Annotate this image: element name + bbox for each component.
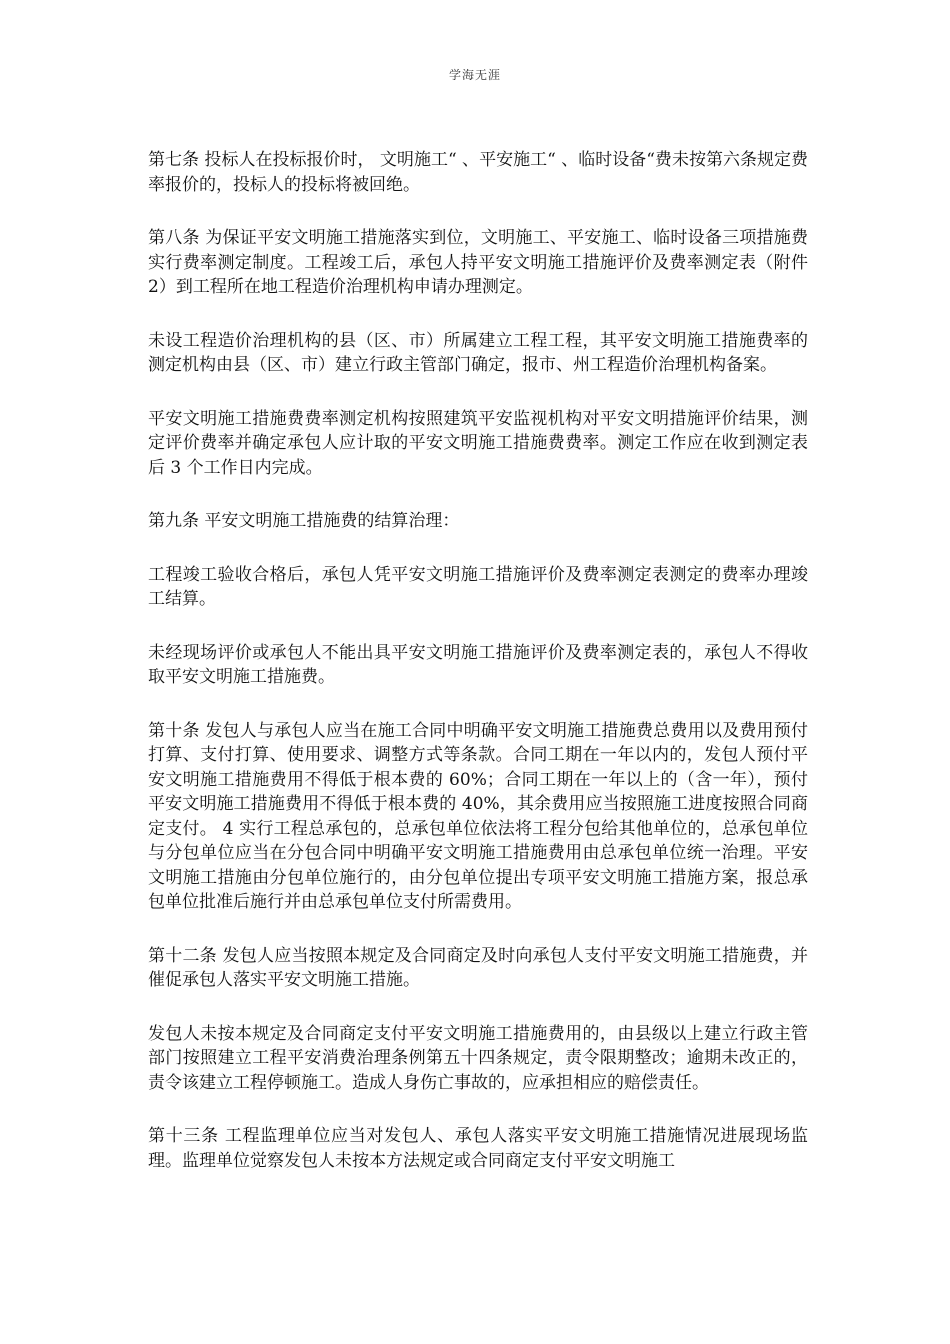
article-12-penalty-paragraph: 发包人未按本规定及合同商定支付平安文明施工措施费用的，由县级以上建立行政主管部门按照建立工程平安消费治理条例第五十四条规定，责令限期整改；逾期未改正的，责令该建立工程停顿施工。造成人身伤亡事故的，应承担相应的赔偿责任。	[148, 1023, 808, 1093]
article-8-rate-paragraph: 平安文明施工措施费费率测定机构按照建筑平安监视机构对平安文明措施评价结果，测定评价费率并确定承包人应计取的平安文明施工措施费费率。测定工作应在收到测定表后 3 个工作日内完成。	[148, 408, 808, 478]
article-8-paragraph: 第八条 为保证平安文明施工措施落实到位，文明施工、平安施工、临时设备三项措施费实行费率测定制度。工程竣工后，承包人持平安文明施工措施评价及费率测定表（附件 2）到工程所在地工程造价治理机构申请办理测定。	[148, 228, 808, 297]
page-header: 学海无涯	[448, 68, 501, 82]
document-body	[148, 148, 808, 1202]
article-9-no-evaluation-paragraph: 未经现场评价或承包人不能出具平安文明施工措施评价及费率测定表的，承包人不得收取平安文明施工措施费。	[148, 642, 808, 687]
article-10-paragraph: 第十条 发包人与承包人应当在施工合同中明确平安文明施工措施费总费用以及费用预付打算、支付打算、使用要求、调整方式等条款。合同工期在一年以内的，发包人预付平安文明施工措施费用不得低于根本费的 60%；合同工期在一年以上的（含一年），预付平安文明施工措施费用不得低于根本费的 40%，其余费用应当按照施工进度按照合同商定支付。 4 实行工程总承包的，总承包单位依法将工程分包给其他单位的，总承包单位与分包单位应当在分包合同中明确平安文明施工措施费用由总承包单位统一治理。平安文明施工措施由分包单位施行的，由分包单位提出专项平安文明施工措施方案，报总承包单位批准后施行并由总承包单位支付所需费用。	[148, 720, 808, 912]
article-8-county-paragraph: 未设工程造价治理机构的县（区、市）所属建立工程工程，其平安文明施工措施费率的测定机构由县（区、市）建立行政主管部门确定，报市、州工程造价治理机构备案。	[148, 330, 808, 375]
article-12-paragraph: 第十二条 发包人应当按照本规定及合同商定及时向承包人支付平安文明施工措施费，并催促承包人落实平安文明施工措施。	[148, 945, 808, 990]
article-13-paragraph: 第十三条 工程监理单位应当对发包人、承包人落实平安文明施工措施情况进展现场监理。监理单位觉察发包人未按本方法规定或合同商定支付平安文明施工	[148, 1126, 808, 1171]
article-9-heading: 第九条 平安文明施工措施费的结算治理：	[148, 511, 460, 531]
article-9-settlement-paragraph: 工程竣工验收合格后，承包人凭平安文明施工措施评价及费率测定表测定的费率办理竣工结算。	[148, 564, 808, 609]
article-7-paragraph: 第七条 投标人在投标报价时， 文明施工“ 、平安施工“ 、临时设备“费未按第六条规定费率报价的，投标人的投标将被回绝。	[148, 150, 808, 195]
